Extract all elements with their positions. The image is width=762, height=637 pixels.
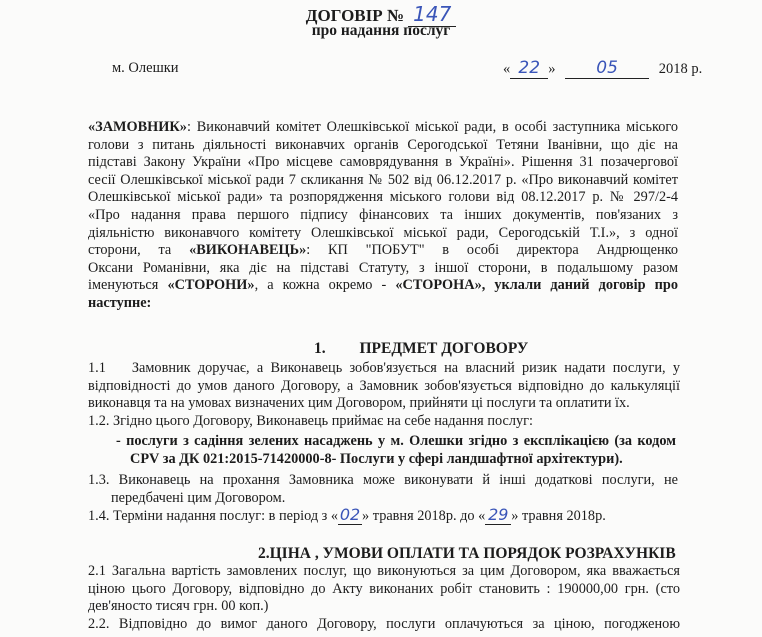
service-text: CPV за ДК 021:2015-71420000-8- Послуги у сфері ландшафтної архітектури). (130, 450, 623, 467)
parties-line: діяльністю виконавчого комітету Олешківської міської ради, Серогодській Т.І.», з одної (88, 224, 678, 241)
parties-text: : Виконавчий комітет Олешківської міської ради, в особі заступника міського (186, 119, 678, 135)
clause-line: дев'яносто тисяч грн. 00 коп.) (88, 598, 269, 615)
contractor-label: «ВИКОНАВЕЦЬ» (189, 242, 307, 259)
section2-title: 2.ЦІНА , УМОВИ ОПЛАТИ ТА ПОРЯДОК РОЗРАХУНКІВ (258, 545, 676, 562)
parties-line (88, 242, 678, 260)
parties-line: Олешківської міської ради» та розпорядження міського голови від 08.12.2017 р. № 297/2-4 (88, 189, 678, 206)
date-month: 05 (565, 58, 649, 79)
contract-date (503, 58, 702, 79)
clause-line: 2.1 Загальна вартість замовлених послуг, що виконуються за цим Договором, яка вважається (88, 563, 680, 579)
parties-line: сесії Олешківської міської ради 7 скликання № 502 від 06.12.2017 р. «Про виконавчий комітет (88, 171, 678, 188)
clause-number: 1.1 (88, 360, 106, 376)
parties-line (88, 277, 678, 295)
clause-line: 1.3. Виконавець на прохання Замовника може виконувати й інші додаткові послуги, не (88, 472, 678, 488)
parties-paragraph (88, 119, 678, 313)
clause-text: » травня 2018р. (511, 508, 606, 524)
clause-1-1 (88, 360, 680, 430)
parties-line (88, 295, 678, 313)
clause-line: ціною цього Договору, відповідно до Акту виконаних робіт становить : 190000,00 грн. (сто (88, 580, 680, 597)
clause-line: відповідності до умов даного Договору, а Замовник зобов'язується відповідно до калькуляції (88, 377, 680, 394)
section1-heading (314, 340, 528, 358)
customer-label: «ЗАМОВНИК» (88, 119, 187, 135)
parties-line: підставі Закону України «Про місцеве самоврядування в Україні». Рішення 31 позачергової (88, 154, 678, 171)
date-close-quote: » (548, 61, 556, 77)
service-line (116, 451, 676, 469)
clause-2-1 (88, 563, 680, 633)
parties-text: , а кожна окремо - (254, 277, 396, 294)
service-text: - послуги з садіння зелених насаджень у м. Олешки згідно з експлікацією (за кодом (116, 433, 676, 449)
period-end-day: 29 (485, 505, 511, 525)
date-open-quote: « (503, 61, 511, 77)
parties-line: «Про надання права першого підпису фінансових та інших документів, пов'язаних з (88, 206, 678, 223)
parties-label: «СТОРОНИ» (167, 277, 255, 294)
contract-number: 147 (408, 2, 456, 27)
contract-subtitle: про надання послуг (311, 22, 451, 39)
clause-1-4 (88, 505, 606, 525)
service-line (116, 433, 676, 451)
parties-line: Оксани Романівни, яка діє на підставі Статуту, з іншої сторони, в подальшому разом (88, 259, 678, 276)
section1-title: ПРЕДМЕТ ДОГОВОРУ (359, 340, 529, 357)
clause-line: виконавця та на умовах визначених цим Договором, прийняти ці послуги та оплатити їх. (88, 395, 630, 412)
date-year: 2018 р. (658, 61, 703, 77)
clause-1-2-service (116, 433, 676, 468)
parties-text: : КП "ПОБУТ" в особі директора Андрющенко (306, 242, 678, 259)
clause-text: Замовник доручає, а Виконавець зобов'язується на власний ризик надати послуги, у (131, 360, 680, 376)
clause-line: передбачені цим Договором. (111, 489, 286, 506)
section1-number: 1. (314, 340, 326, 357)
clause-1-3 (88, 472, 678, 507)
parties-line (88, 119, 678, 137)
clause-text: 1.4. Терміни надання послуг: в період з « (88, 508, 339, 524)
contract-title-text: ДОГОВІР № (305, 6, 404, 25)
clause-line: 2.2. Відповідно до вимог даного Договору, послуги оплачуються за ціною, погодженою (88, 615, 680, 632)
parties-text: , уклали даний договір про (481, 277, 679, 294)
parties-text: наступне: (88, 294, 152, 311)
date-day: 22 (510, 58, 548, 79)
party-label: «СТОРОНА» (395, 277, 482, 294)
city: м. Олешки (112, 60, 179, 76)
parties-text: сторони, та (88, 242, 190, 259)
clause-line: 1.2. Згідно цього Договору, Виконавець приймає на себе надання послуг: (88, 412, 533, 429)
period-start-day: 02 (339, 505, 361, 524)
parties-line: голови з питань діяльності виконавчих органів Серогодської Тетяни Іванівни, що діє на (88, 136, 678, 153)
clause-line (88, 360, 680, 378)
clause-text: » травня 2018р. до « (362, 508, 486, 524)
parties-text: іменуються (88, 277, 168, 294)
